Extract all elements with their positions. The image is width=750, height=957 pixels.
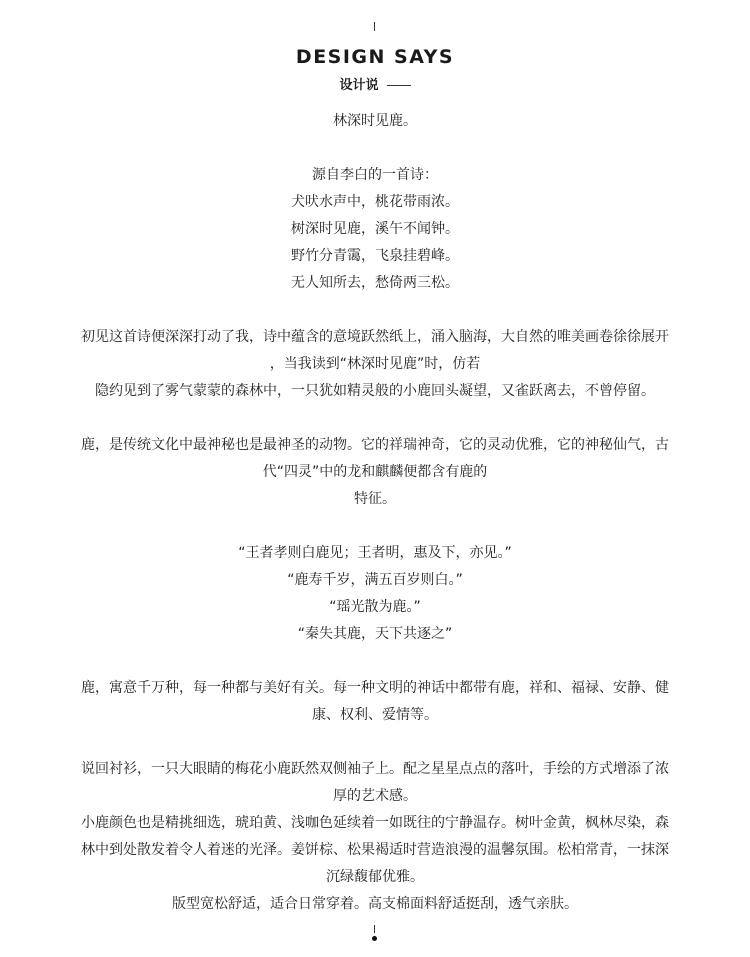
paragraph-2-line: 特征。 [354,491,396,507]
paragraph-4-line: 厚的艺术感。 [333,788,417,804]
top-divider-tick [374,22,375,31]
page-subtitle: 设计说 [339,78,379,93]
poem-line: 树深时见鹿，溪午不闻钟。 [291,221,459,237]
spacer [38,405,712,432]
poem-line: 犬吠水声中，桃花带雨浓。 [291,194,459,210]
paragraph-2-line: 代“四灵”中的龙和麒麟便都含有鹿的 [262,464,488,480]
quote-line: “鹿寿千岁，满五百岁则白。” [287,572,463,588]
spacer [38,297,712,324]
page-title: DESIGN SAYS [295,46,455,68]
quote-line: “秦失其鹿，天下共逐之” [297,626,453,642]
poem-line: 无人知所去，愁倚两三松。 [291,275,459,291]
paragraph-1-line: 隐约见到了雾气蒙蒙的森林中，一只犹如精灵般的小鹿回头凝望，又雀跃离去，不曾停留。 [95,383,655,399]
intro-line: 林深时见鹿。 [333,113,417,129]
article-body [38,108,712,918]
paragraph-3-line: 鹿，寓意千万种，每一种都与美好有关。每一种文明的神话中都带有鹿，祥和、福禄、安静、健 [81,680,669,696]
spacer [38,135,712,162]
paragraph-4-line: 小鹿颜色也是精挑细选，琥珀黄、浅咖色延续着一如既往的宁静温存。树叶金黄，枫林尽染，森 [81,815,669,831]
poem-source: 源自李白的一首诗： [312,167,438,183]
bottom-divider-dot [372,936,377,941]
spacer [38,729,712,756]
spacer [38,513,712,540]
quote-line: “王者孝则白鹿见；王者明，惠及下，亦见。” [238,545,512,561]
bottom-divider-tick [374,925,375,933]
paragraph-4-line: 版型宽松舒适，适合日常穿着。高支棉面料舒适挺刮，透气亲肤。 [172,896,578,912]
quote-line: “瑶光散为鹿。” [329,599,421,615]
subtitle-row [0,74,750,93]
subtitle-dash [387,85,411,86]
paragraph-3-line: 康、权利、爱情等。 [312,707,438,723]
paragraph-4-line: 林中到处散发着令人着迷的光泽。姜饼棕、松果褐适时营造浪漫的温馨氛围。松柏常青，一抹深 [81,842,669,858]
spacer [38,648,712,675]
paragraph-1-line: ，当我读到“林深时见鹿”时，仿若 [269,356,481,372]
poem-line: 野竹分青霭，飞泉挂碧峰。 [291,248,459,264]
paragraph-4-line: 沉绿馥郁优雅。 [326,869,424,885]
paragraph-2-line: 鹿，是传统文化中最神秘也是最神圣的动物。它的祥瑞神奇，它的灵动优雅，它的神秘仙气，古 [81,437,669,453]
paragraph-4-line: 说回衬衫，一只大眼睛的梅花小鹿跃然双侧袖子上。配之星星点点的落叶，手绘的方式增添了浓 [81,761,669,777]
paragraph-1-line: 初见这首诗便深深打动了我，诗中蕴含的意境跃然纸上，涌入脑海，大自然的唯美画卷徐徐展开 [81,329,669,345]
